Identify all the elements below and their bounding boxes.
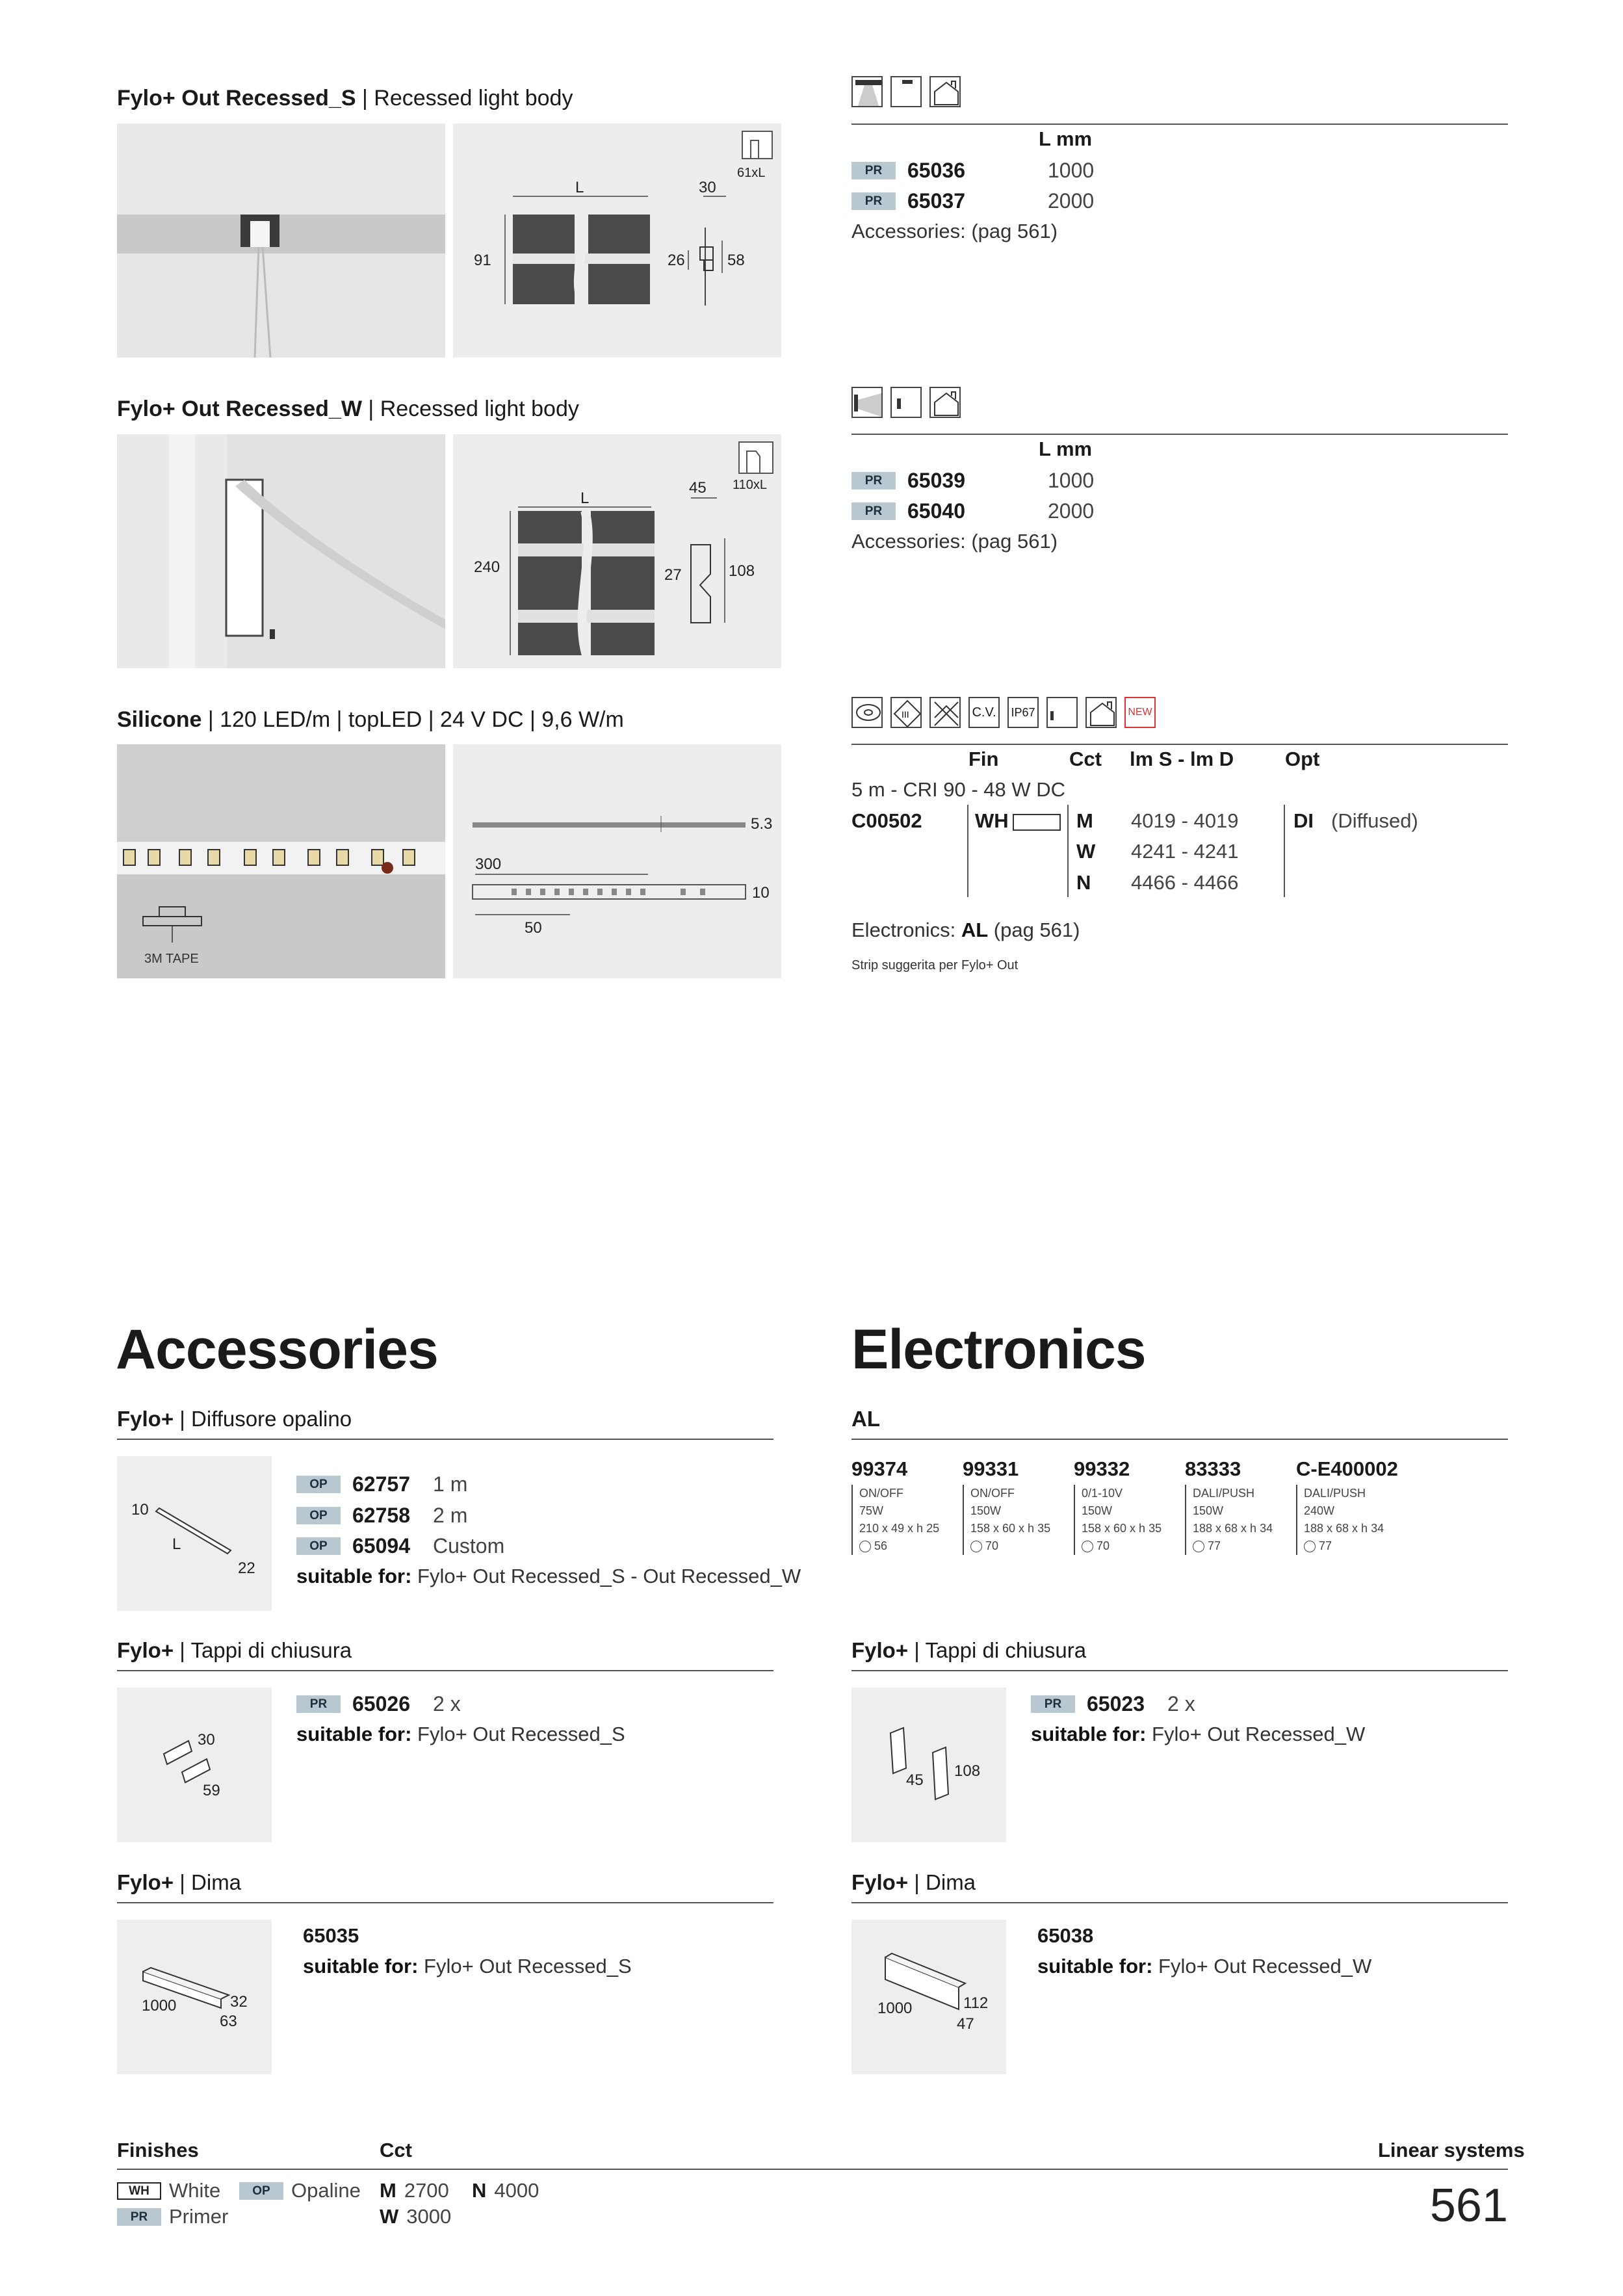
svg-text:47: 47 bbox=[957, 2015, 974, 2033]
product-row bbox=[1031, 1692, 1195, 1716]
svg-text:300: 300 bbox=[475, 855, 502, 873]
template-thumbnail bbox=[117, 1920, 272, 2074]
section3-title: Silicone | 120 LED/m | topLED | 24 V DC | 9,6 W/m bbox=[117, 707, 624, 732]
electronics-heading: Electronics bbox=[851, 1318, 1146, 1381]
finish-legend-item: WH White bbox=[117, 2179, 220, 2202]
section1-photo bbox=[117, 124, 445, 358]
accessory-group-title: Fylo+ | Dima bbox=[851, 1870, 976, 1894]
driver-spec: ON/OFF 75W 210 x 49 x h 25 56 bbox=[851, 1485, 939, 1555]
product-row bbox=[296, 1504, 467, 1528]
end-cap-thumbnail bbox=[851, 1688, 1006, 1842]
svg-text:59: 59 bbox=[203, 1782, 220, 1799]
suitable-for: suitable for: Fylo+ Out Recessed_W bbox=[1037, 1955, 1372, 1977]
weight-icon bbox=[970, 1541, 982, 1552]
finish-badge: OP bbox=[296, 1476, 341, 1493]
variant-value: Custom bbox=[433, 1534, 505, 1558]
product-code: 62758 bbox=[352, 1504, 410, 1527]
suitable-for: suitable for: Fylo+ Out Recessed_W bbox=[1031, 1723, 1366, 1745]
driver-spec: ON/OFF 150W 158 x 60 x h 35 70 bbox=[963, 1485, 1050, 1555]
svg-text:26: 26 bbox=[668, 252, 685, 269]
finish-badge: PR bbox=[851, 502, 896, 520]
accessories-heading: Accessories bbox=[116, 1318, 438, 1381]
svg-text:22: 22 bbox=[238, 1559, 255, 1577]
variant-value: 2 x bbox=[1167, 1692, 1195, 1715]
weight-icon bbox=[1193, 1541, 1204, 1552]
fin-header: Fin bbox=[968, 748, 999, 770]
driver-code: 99332 bbox=[1074, 1457, 1130, 1480]
rule bbox=[851, 1902, 1508, 1903]
product-code: 65036 bbox=[907, 159, 965, 182]
cct-legend-item: W 3000 bbox=[380, 2205, 452, 2228]
svg-text:1000: 1000 bbox=[142, 1997, 177, 2015]
length-value: 1000 bbox=[1048, 159, 1095, 182]
svg-text:110xL: 110xL bbox=[733, 478, 768, 492]
svg-text:91: 91 bbox=[474, 252, 491, 269]
wall-mount-icon bbox=[1046, 697, 1078, 728]
svg-text:III: III bbox=[902, 709, 909, 720]
ceiling-mount-icon bbox=[890, 76, 922, 107]
variant-value: 1 m bbox=[433, 1472, 468, 1496]
new-badge: NEW bbox=[1124, 697, 1156, 728]
indoor-house-icon bbox=[1085, 697, 1117, 728]
no-insulation-icon bbox=[929, 697, 961, 728]
accessory-group-title: Fylo+ | Tappi di chiusura bbox=[851, 1638, 1087, 1662]
divider bbox=[1284, 805, 1285, 897]
svg-text:108: 108 bbox=[954, 1762, 981, 1780]
svg-text:5.3: 5.3 bbox=[751, 815, 773, 833]
product-row bbox=[851, 189, 1094, 213]
driver-column bbox=[963, 1457, 1050, 1555]
driver-code: 99331 bbox=[963, 1457, 1019, 1480]
white-swatch bbox=[1013, 814, 1061, 831]
electronics-ref: Electronics: AL (pag 561) bbox=[851, 919, 1080, 941]
finish-badge: PR bbox=[851, 192, 896, 210]
section2-rule bbox=[851, 434, 1508, 435]
weight-icon bbox=[1304, 1541, 1316, 1552]
variant-value: 2 m bbox=[433, 1504, 468, 1527]
length-value: 1000 bbox=[1048, 469, 1095, 492]
driver-code: 83333 bbox=[1185, 1457, 1241, 1480]
svg-text:L: L bbox=[575, 179, 584, 196]
weight-icon bbox=[1082, 1541, 1093, 1552]
cv-icon: C.V. bbox=[968, 697, 1000, 728]
lumen-value: 4241 - 4241 bbox=[1131, 840, 1239, 863]
accessories-ref: Accessories: (pag 561) bbox=[851, 220, 1058, 242]
section1-rule bbox=[851, 124, 1508, 125]
svg-text:61xL: 61xL bbox=[737, 166, 766, 180]
indoor-house-icon bbox=[929, 387, 961, 418]
wall-recessed-icon bbox=[851, 387, 883, 418]
product-code: 65037 bbox=[907, 189, 965, 213]
driver-column bbox=[1296, 1457, 1398, 1555]
end-cap-thumbnail bbox=[117, 1688, 272, 1842]
section3-drawing bbox=[453, 744, 781, 978]
accessory-group-title: Fylo+ | Diffusore opalino bbox=[117, 1407, 352, 1431]
driver-spec: DALI/PUSH 240W 188 x 68 x h 34 77 bbox=[1296, 1485, 1398, 1555]
accessories-ref: Accessories: (pag 561) bbox=[851, 530, 1058, 553]
product-row bbox=[851, 499, 1094, 523]
finish-legend-item: OP Opaline bbox=[239, 2179, 361, 2202]
weight-icon bbox=[859, 1541, 871, 1552]
divider bbox=[967, 805, 968, 897]
finish-code: WH bbox=[975, 809, 1009, 832]
cct-header: Cct bbox=[1069, 748, 1102, 770]
finish-badge: OP bbox=[239, 2182, 283, 2200]
rule bbox=[851, 1670, 1508, 1671]
svg-text:30: 30 bbox=[699, 179, 716, 196]
finish-badge: WH bbox=[117, 2182, 161, 2200]
svg-text:50: 50 bbox=[525, 919, 542, 937]
product-row bbox=[296, 1472, 467, 1496]
section1-drawing bbox=[453, 124, 781, 358]
svg-text:45: 45 bbox=[689, 479, 707, 497]
cct-label: Cct bbox=[380, 2139, 412, 2161]
rule bbox=[117, 1902, 773, 1903]
rule bbox=[117, 1439, 773, 1440]
strip-reel-icon bbox=[851, 697, 883, 728]
strip-note: Strip suggerita per Fylo+ Out bbox=[851, 958, 1019, 972]
strip-spec: 5 m - CRI 90 - 48 W DC bbox=[851, 778, 1065, 801]
finish-badge: PR bbox=[1031, 1695, 1075, 1713]
svg-text:27: 27 bbox=[664, 566, 682, 584]
cct-legend-item: N 4000 bbox=[472, 2179, 539, 2202]
tape-label: 3M TAPE bbox=[144, 952, 199, 966]
svg-text:63: 63 bbox=[220, 2013, 237, 2030]
template-thumbnail bbox=[851, 1920, 1006, 2074]
cct-code: N bbox=[1076, 871, 1091, 894]
lm-header: lm S - lm D bbox=[1130, 748, 1234, 770]
finish-badge: OP bbox=[296, 1507, 341, 1524]
wall-mount-icon bbox=[890, 387, 922, 418]
finish-badge: OP bbox=[296, 1537, 341, 1555]
finish-badge: PR bbox=[296, 1695, 341, 1713]
rule bbox=[117, 1670, 773, 1671]
section2-photo bbox=[117, 434, 445, 668]
driver-spec: 0/1-10V 150W 158 x 60 x h 35 70 bbox=[1074, 1485, 1162, 1555]
cct-legend-item: M 2700 bbox=[380, 2179, 449, 2202]
electronics-group-title: AL bbox=[851, 1407, 880, 1431]
product-code: 65038 bbox=[1037, 1924, 1094, 1947]
svg-text:108: 108 bbox=[729, 562, 755, 580]
product-code: 65039 bbox=[907, 469, 965, 492]
diffuser-thumbnail bbox=[117, 1456, 272, 1611]
cct-code: W bbox=[1076, 840, 1096, 863]
svg-text:32: 32 bbox=[230, 1993, 248, 2011]
footer-rule bbox=[117, 2169, 1508, 2170]
product-code: 65040 bbox=[907, 499, 965, 523]
svg-text:240: 240 bbox=[474, 558, 500, 576]
recessed-ceiling-icon bbox=[851, 76, 883, 107]
finish-legend-item: PR Primer bbox=[117, 2205, 228, 2228]
driver-code: C-E400002 bbox=[1296, 1457, 1398, 1480]
section3-rule bbox=[851, 744, 1508, 745]
finish-badge: PR bbox=[117, 2208, 161, 2226]
accessory-group-title: Fylo+ | Tappi di chiusura bbox=[117, 1638, 352, 1662]
product-row bbox=[851, 469, 1094, 493]
svg-text:58: 58 bbox=[727, 252, 745, 269]
svg-text:112: 112 bbox=[963, 1994, 989, 2012]
product-code: 62757 bbox=[352, 1472, 410, 1496]
accessory-group-title: Fylo+ | Dima bbox=[117, 1870, 242, 1894]
product-code: C00502 bbox=[851, 809, 922, 832]
variant-value: 2 x bbox=[433, 1692, 461, 1715]
product-row bbox=[296, 1692, 461, 1716]
section2-title: Fylo+ Out Recessed_W | Recessed light body bbox=[117, 397, 579, 421]
page-number: 561 bbox=[1429, 2180, 1508, 2232]
divider bbox=[1067, 805, 1069, 897]
suitable-for: suitable for: Fylo+ Out Recessed_S bbox=[303, 1955, 632, 1977]
option-label: (Diffused) bbox=[1331, 809, 1418, 832]
section1-title: Fylo+ Out Recessed_S | Recessed light body bbox=[117, 86, 573, 111]
svg-text:30: 30 bbox=[198, 1731, 215, 1749]
section3-photo bbox=[117, 744, 445, 978]
category-label: Linear systems bbox=[1378, 2139, 1525, 2161]
product-code: 65023 bbox=[1087, 1692, 1145, 1715]
class-iii-icon bbox=[890, 697, 922, 728]
section2-drawing bbox=[453, 434, 781, 668]
driver-column bbox=[1185, 1457, 1273, 1555]
svg-text:L: L bbox=[580, 489, 590, 507]
driver-spec: DALI/PUSH 150W 188 x 68 x h 34 77 bbox=[1185, 1485, 1273, 1555]
driver-code: 99374 bbox=[851, 1457, 908, 1480]
section1-col-header: L mm bbox=[1039, 127, 1093, 150]
svg-text:10: 10 bbox=[131, 1501, 149, 1519]
cct-code: M bbox=[1076, 809, 1093, 832]
product-code: 65035 bbox=[303, 1924, 359, 1947]
rule bbox=[851, 1439, 1508, 1440]
ip67-icon: IP67 bbox=[1007, 697, 1039, 728]
length-value: 2000 bbox=[1048, 499, 1095, 523]
suitable-for: suitable for: Fylo+ Out Recessed_S - Out Recessed_W bbox=[296, 1565, 801, 1587]
lumen-value: 4466 - 4466 bbox=[1131, 871, 1239, 894]
length-value: 2000 bbox=[1048, 189, 1095, 213]
svg-text:10: 10 bbox=[752, 884, 770, 902]
indoor-house-icon bbox=[929, 76, 961, 107]
svg-text:1000: 1000 bbox=[877, 2000, 913, 2017]
product-row bbox=[851, 159, 1094, 183]
section2-col-header: L mm bbox=[1039, 437, 1093, 460]
option-code: DI bbox=[1293, 809, 1314, 832]
finish-badge: PR bbox=[851, 162, 896, 179]
lumen-value: 4019 - 4019 bbox=[1131, 809, 1239, 832]
product-code: 65094 bbox=[352, 1534, 410, 1558]
suitable-for: suitable for: Fylo+ Out Recessed_S bbox=[296, 1723, 625, 1745]
finish-badge: PR bbox=[851, 472, 896, 489]
finishes-label: Finishes bbox=[117, 2139, 199, 2161]
product-row bbox=[296, 1534, 504, 1558]
svg-text:45: 45 bbox=[906, 1771, 924, 1789]
driver-column bbox=[851, 1457, 939, 1555]
svg-text:L: L bbox=[172, 1535, 181, 1553]
driver-column bbox=[1074, 1457, 1162, 1555]
product-code: 65026 bbox=[352, 1692, 410, 1715]
opt-header: Opt bbox=[1285, 748, 1320, 770]
